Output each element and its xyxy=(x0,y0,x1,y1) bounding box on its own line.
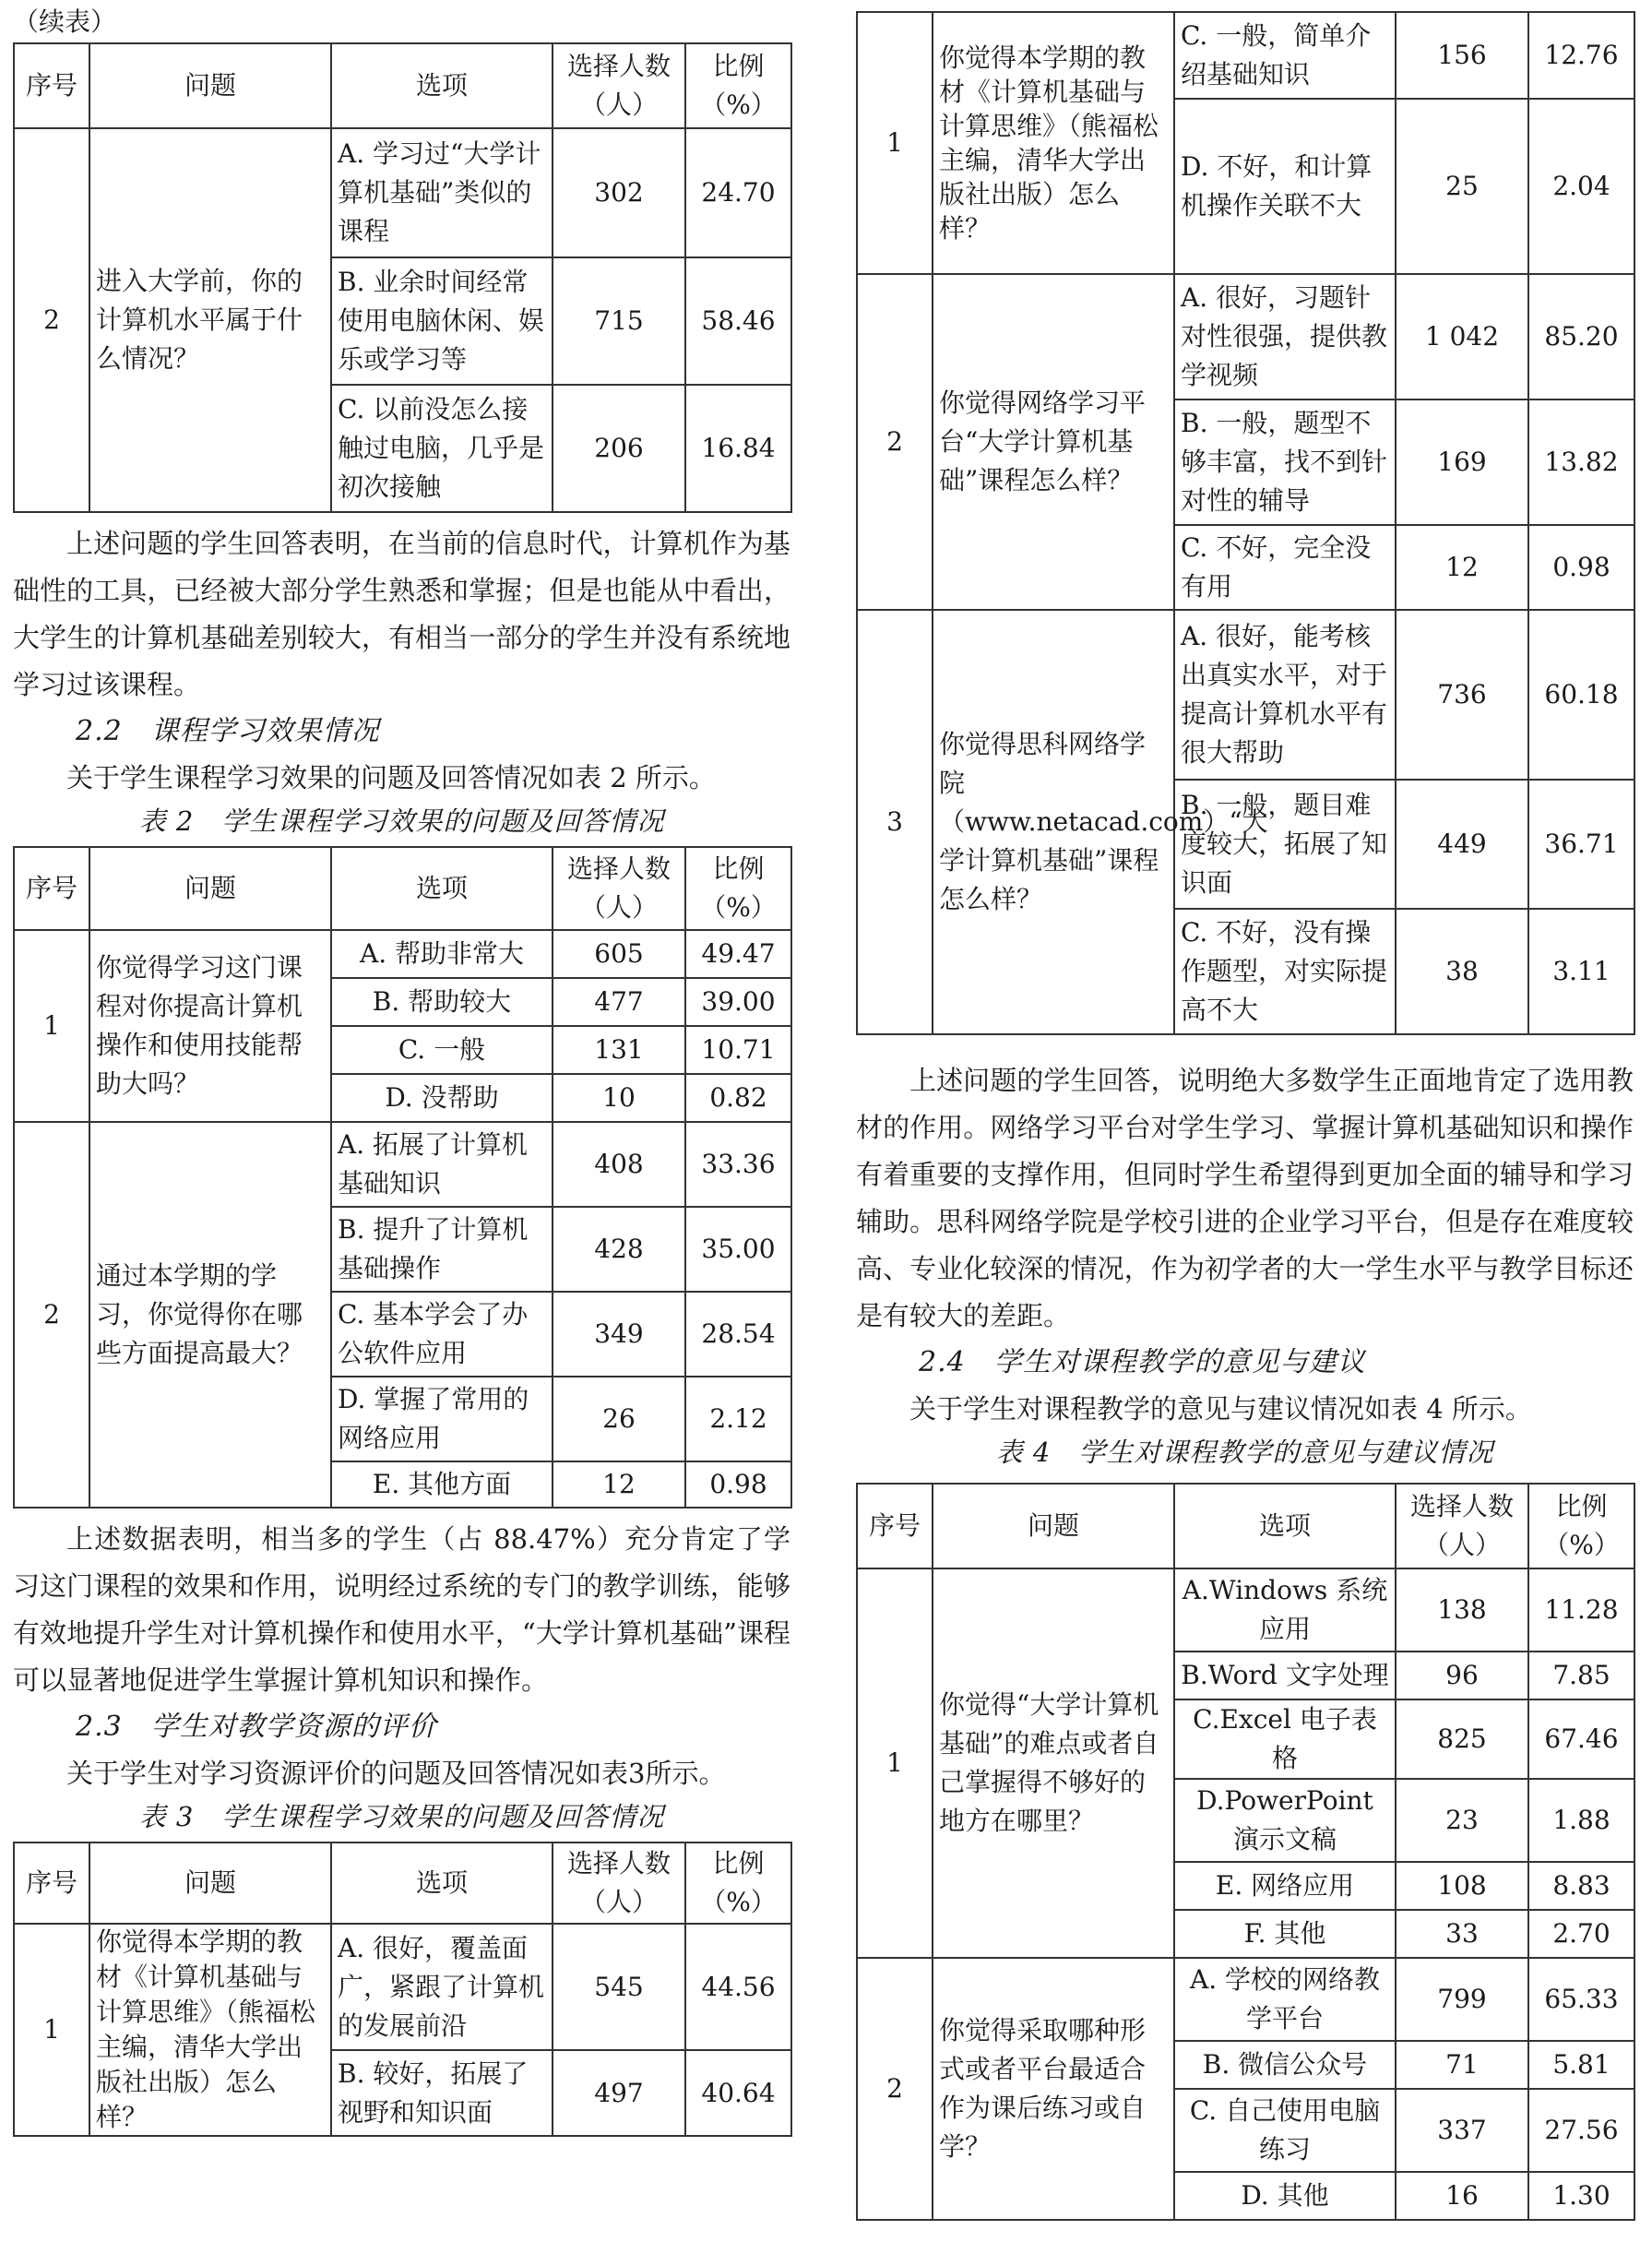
row-no: 1 xyxy=(14,930,89,1122)
row-question: 通过本学期的学习，你觉得你在哪些方面提高最大？ xyxy=(89,1122,331,1508)
row-ratio: 2.12 xyxy=(685,1377,791,1461)
row-option: D. 不好，和计算机操作关联不大 xyxy=(1174,99,1396,274)
row-ratio: 2.04 xyxy=(1528,99,1634,274)
table-row xyxy=(857,610,1634,780)
row-no: 2 xyxy=(857,274,933,610)
paragraph: 关于学生对课程教学的意见与建议情况如表 4 所示。 xyxy=(909,1393,1532,1425)
row-option: E. 其他方面 xyxy=(331,1461,553,1508)
row-count: 497 xyxy=(553,2050,685,2136)
row-option: C.Excel 电子表格 xyxy=(1174,1699,1396,1779)
row-option: D.PowerPoint 演示文稿 xyxy=(1174,1779,1396,1862)
table-header xyxy=(14,1842,791,1924)
row-option: B. 一般，题型不够丰富，找不到针对性的辅导 xyxy=(1174,400,1396,525)
row-count: 736 xyxy=(1396,610,1528,780)
row-count: 206 xyxy=(553,385,685,512)
row-count: 825 xyxy=(1396,1699,1528,1779)
row-option: F. 其他 xyxy=(1174,1910,1396,1958)
header-ratio: 比例（%） xyxy=(685,43,791,128)
row-option: A.Windows 系统应用 xyxy=(1174,1568,1396,1652)
row-ratio: 7.85 xyxy=(1528,1652,1634,1699)
row-ratio: 5.81 xyxy=(1528,2041,1634,2089)
row-count: 16 xyxy=(1396,2172,1528,2220)
section-heading-2-3: 2.3 学生对教学资源的评价 xyxy=(76,1711,437,1743)
row-count: 545 xyxy=(553,1924,685,2050)
row-option: A. 很好，习题针对性很强，提供教学视频 xyxy=(1174,274,1396,400)
table-row xyxy=(14,1122,791,1207)
header-option: 选项 xyxy=(331,43,553,128)
row-option: B. 业余时间经常使用电脑休闲、娱乐或学习等 xyxy=(331,257,553,385)
row-ratio: 12.76 xyxy=(1528,12,1634,99)
row-ratio: 44.56 xyxy=(685,1924,791,2050)
paragraph: 上述数据表明，相当多的学生（占 88.47%）充分肯定了学习这门课程的效果和作用，说明经过系统的专门的教学训练，能够有效地提升学生对计算机操作和使用水平，“大学计算机基础”课程可以显著地促进学生掌握计算机知识和操作。 xyxy=(13,1523,790,1696)
section-heading-2-4: 2.4 学生对课程教学的意见与建议 xyxy=(919,1346,1366,1378)
row-option: B. 帮助较大 xyxy=(331,978,553,1026)
row-ratio: 11.28 xyxy=(1528,1568,1634,1652)
table-row xyxy=(14,930,791,978)
left-column xyxy=(13,0,790,2137)
row-count: 169 xyxy=(1396,400,1528,525)
row-option: D. 掌握了常用的网络应用 xyxy=(331,1377,553,1461)
row-question: 你觉得“大学计算机基础”的难点或者自己掌握得不够好的地方在哪里？ xyxy=(933,1568,1174,1958)
table-row xyxy=(857,1958,1634,2041)
header-ratio: 比例（%） xyxy=(685,1842,791,1924)
row-option: C. 不好，没有操作题型，对实际提高不大 xyxy=(1174,909,1396,1034)
row-ratio: 27.56 xyxy=(1528,2089,1634,2172)
paragraph: 上述问题的学生回答，说明绝大多数学生正面地肯定了选用教材的作用。网络学习平台对学生学习、掌握计算机基础知识和操作有着重要的支撑作用，但同时学生希望得到更加全面的辅导和学习辅助。思科网络学院是学校引进的企业学习平台，但是存在难度较高、专业化较深的情况，作为初学者的大一学生水平与教学目标还是有较大的差距。 xyxy=(856,1065,1634,1331)
header-count: 选择人数（人） xyxy=(553,1842,685,1924)
row-ratio: 65.33 xyxy=(1528,1958,1634,2041)
row-ratio: 0.98 xyxy=(1528,525,1634,610)
table-4 xyxy=(856,1483,1635,2221)
row-count: 138 xyxy=(1396,1568,1528,1652)
row-no: 2 xyxy=(857,1958,933,2220)
row-count: 715 xyxy=(553,257,685,385)
row-option: B.Word 文字处理 xyxy=(1174,1652,1396,1699)
right-column xyxy=(856,11,1634,2221)
row-ratio: 0.98 xyxy=(685,1461,791,1508)
header-no: 序号 xyxy=(857,1484,933,1568)
row-count: 12 xyxy=(553,1461,685,1508)
header-option: 选项 xyxy=(331,1842,553,1924)
row-option: D. 其他 xyxy=(1174,2172,1396,2220)
row-no: 1 xyxy=(857,12,933,274)
row-question: 你觉得学习这门课程对你提高计算机操作和使用技能帮助大吗？ xyxy=(89,930,331,1122)
row-option: B. 一般，题目难度较大，拓展了知识面 xyxy=(1174,780,1396,909)
row-ratio: 49.47 xyxy=(685,930,791,978)
table-2 xyxy=(13,846,792,1509)
header-ratio: 比例（%） xyxy=(685,847,791,930)
header-no: 序号 xyxy=(14,1842,89,1924)
row-count: 71 xyxy=(1396,2041,1528,2089)
row-option: A. 拓展了计算机基础知识 xyxy=(331,1122,553,1207)
table-header xyxy=(857,1484,1634,1568)
row-option: C. 不好，完全没有用 xyxy=(1174,525,1396,610)
row-option: A. 学校的网络教学平台 xyxy=(1174,1958,1396,2041)
row-option: A. 很好，能考核出真实水平，对于提高计算机水平有很大帮助 xyxy=(1174,610,1396,780)
row-ratio: 13.82 xyxy=(1528,400,1634,525)
paragraph: 关于学生课程学习效果的问题及回答情况如表 2 所示。 xyxy=(66,762,716,793)
header-no: 序号 xyxy=(14,847,89,930)
row-no: 1 xyxy=(14,1924,89,2136)
row-count: 477 xyxy=(553,978,685,1026)
row-count: 408 xyxy=(553,1122,685,1207)
section-heading-2-2: 2.2 课程学习效果情况 xyxy=(76,715,380,747)
row-ratio: 24.70 xyxy=(685,128,791,257)
row-count: 428 xyxy=(553,1207,685,1292)
row-question: 你觉得本学期的教材《计算机基础与计算思维》（熊福松主编，清华大学出版社出版）怎么样？ xyxy=(933,12,1174,274)
row-ratio: 0.82 xyxy=(685,1074,791,1122)
paragraph: 关于学生对学习资源评价的问题及回答情况如表3所示。 xyxy=(66,1758,726,1789)
row-question: 你觉得采取哪种形式或者平台最适合作为课后练习或自学？ xyxy=(933,1958,1174,2220)
row-count: 605 xyxy=(553,930,685,978)
row-ratio: 35.00 xyxy=(685,1207,791,1292)
row-count: 26 xyxy=(553,1377,685,1461)
row-no: 3 xyxy=(857,610,933,1034)
row-count: 349 xyxy=(553,1292,685,1377)
row-ratio: 1.30 xyxy=(1528,2172,1634,2220)
row-ratio: 8.83 xyxy=(1528,1862,1634,1910)
header-ratio: 比例（%） xyxy=(1528,1484,1634,1568)
row-option: B. 微信公众号 xyxy=(1174,2041,1396,2089)
header-count: 选择人数（人） xyxy=(1396,1484,1528,1568)
row-option: B. 提升了计算机基础操作 xyxy=(331,1207,553,1292)
row-count: 799 xyxy=(1396,1958,1528,2041)
row-ratio: 36.71 xyxy=(1528,780,1634,909)
row-ratio: 2.70 xyxy=(1528,1910,1634,1958)
row-ratio: 39.00 xyxy=(685,978,791,1026)
row-ratio: 58.46 xyxy=(685,257,791,385)
row-no: 1 xyxy=(857,1568,933,1958)
table-row xyxy=(857,1568,1634,1652)
row-question: 你觉得网络学习平台“大学计算机基础”课程怎么样？ xyxy=(933,274,1174,610)
row-question: 你觉得本学期的教材《计算机基础与计算思维》（熊福松主编，清华大学出版社出版）怎么样？ xyxy=(89,1924,331,2136)
table-3-continued xyxy=(856,11,1635,1035)
row-option: E. 网络应用 xyxy=(1174,1862,1396,1910)
table-3-caption: 表 3 学生课程学习效果的问题及回答情况 xyxy=(138,1801,665,1832)
header-option: 选项 xyxy=(331,847,553,930)
row-option: D. 没帮助 xyxy=(331,1074,553,1122)
row-option: A. 学习过“大学计算机基础”类似的课程 xyxy=(331,128,553,257)
row-count: 23 xyxy=(1396,1779,1528,1862)
row-ratio: 85.20 xyxy=(1528,274,1634,400)
table-4-caption: 表 4 学生对课程教学的意见与建议情况 xyxy=(995,1437,1494,1468)
row-question: 你觉得思科网络学院（www.netacad.com）“大学计算机基础”课程怎么样？ xyxy=(933,610,1174,1034)
row-ratio: 16.84 xyxy=(685,385,791,512)
header-count: 选择人数（人） xyxy=(553,847,685,930)
table-row xyxy=(857,12,1634,99)
row-option: C. 一般，简单介绍基础知识 xyxy=(1174,12,1396,99)
row-option: C. 自己使用电脑练习 xyxy=(1174,2089,1396,2172)
row-ratio: 40.64 xyxy=(685,2050,791,2136)
row-count: 302 xyxy=(553,128,685,257)
table-row xyxy=(14,128,791,257)
row-count: 156 xyxy=(1396,12,1528,99)
row-no: 2 xyxy=(14,128,89,512)
row-count: 108 xyxy=(1396,1862,1528,1910)
row-question: 进入大学前，你的计算机水平属于什么情况？ xyxy=(89,128,331,512)
header-no: 序号 xyxy=(14,43,89,128)
row-ratio: 1.88 xyxy=(1528,1779,1634,1862)
row-ratio: 28.54 xyxy=(685,1292,791,1377)
table-header xyxy=(14,847,791,930)
row-ratio: 3.11 xyxy=(1528,909,1634,1034)
header-question: 问题 xyxy=(89,1842,331,1924)
row-count: 1 042 xyxy=(1396,274,1528,400)
row-count: 131 xyxy=(553,1026,685,1074)
header-question: 问题 xyxy=(89,43,331,128)
row-ratio: 33.36 xyxy=(685,1122,791,1207)
table-row xyxy=(857,274,1634,400)
row-count: 25 xyxy=(1396,99,1528,274)
row-count: 449 xyxy=(1396,780,1528,909)
row-option: C. 以前没怎么接触过电脑，几乎是初次接触 xyxy=(331,385,553,512)
row-option: A. 帮助非常大 xyxy=(331,930,553,978)
row-count: 12 xyxy=(1396,525,1528,610)
row-option: C. 基本学会了办公软件应用 xyxy=(331,1292,553,1377)
row-count: 10 xyxy=(553,1074,685,1122)
table-3 xyxy=(13,1842,792,2137)
row-count: 38 xyxy=(1396,909,1528,1034)
row-ratio: 60.18 xyxy=(1528,610,1634,780)
header-question: 问题 xyxy=(89,847,331,930)
row-count: 337 xyxy=(1396,2089,1528,2172)
table-header xyxy=(14,43,791,128)
row-ratio: 10.71 xyxy=(685,1026,791,1074)
row-ratio: 67.46 xyxy=(1528,1699,1634,1779)
row-option: B. 较好，拓展了视野和知识面 xyxy=(331,2050,553,2136)
paragraph: 上述问题的学生回答表明，在当前的信息时代，计算机作为基础性的工具，已经被大部分学生熟悉和掌握；但是也能从中看出，大学生的计算机基础差别较大，有相当一部分的学生并没有系统地学习过该课程。 xyxy=(13,528,790,700)
header-question: 问题 xyxy=(933,1484,1174,1568)
table-1-continued xyxy=(13,42,792,513)
row-count: 33 xyxy=(1396,1910,1528,1958)
header-count: 选择人数（人） xyxy=(553,43,685,128)
table-2-caption: 表 2 学生课程学习效果的问题及回答情况 xyxy=(138,805,665,837)
header-option: 选项 xyxy=(1174,1484,1396,1568)
row-no: 2 xyxy=(14,1122,89,1508)
continued-note: （续表） xyxy=(13,6,117,37)
row-option: C. 一般 xyxy=(331,1026,553,1074)
row-option: A. 很好，覆盖面广，紧跟了计算机的发展前沿 xyxy=(331,1924,553,2050)
row-count: 96 xyxy=(1396,1652,1528,1699)
table-row xyxy=(14,1924,791,2050)
